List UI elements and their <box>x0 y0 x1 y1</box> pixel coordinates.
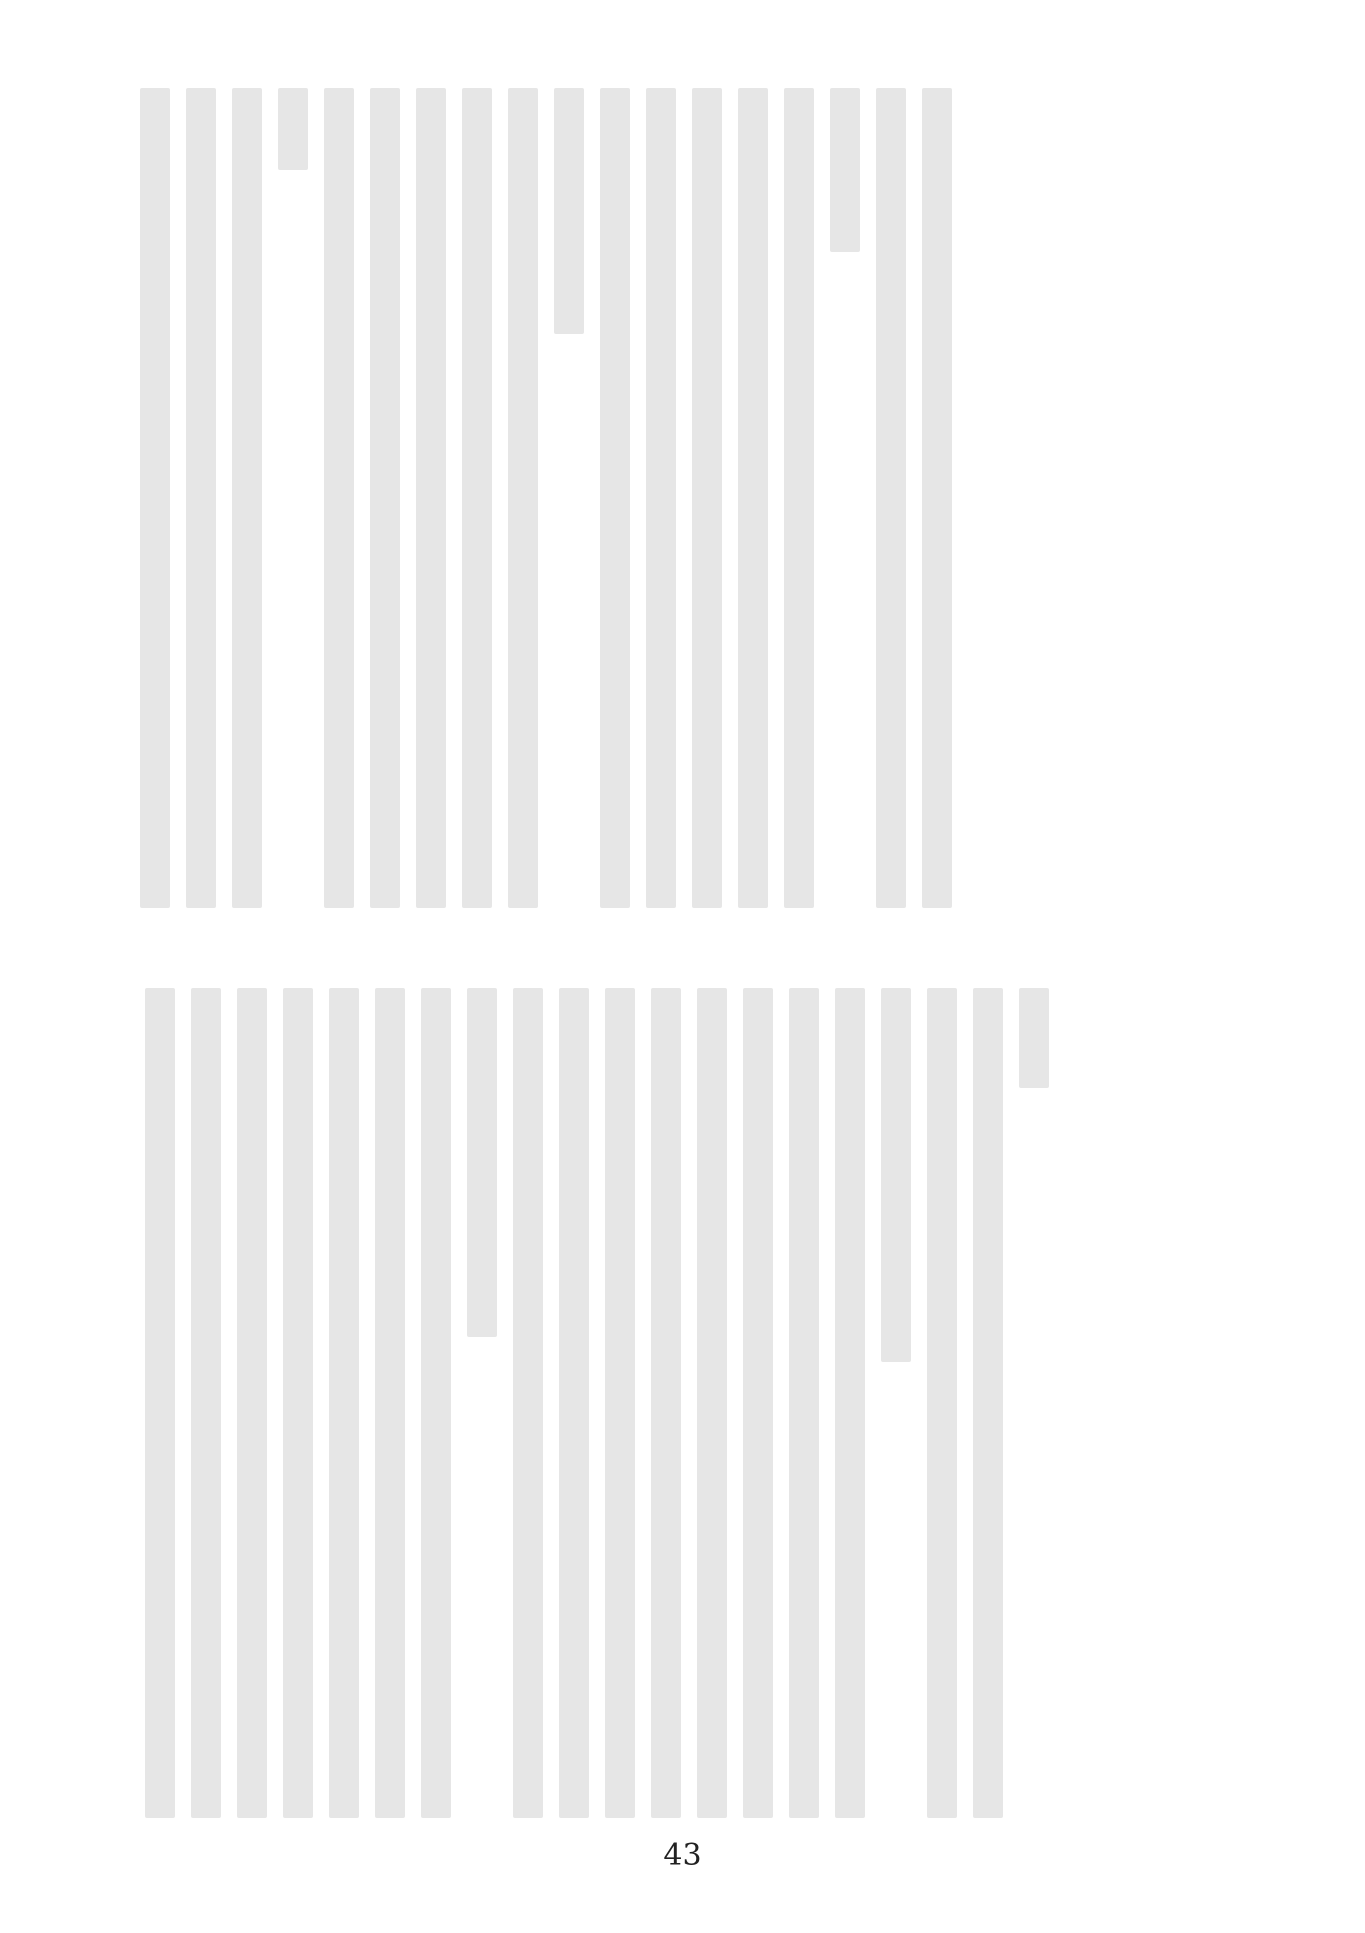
redacted-text-column <box>646 88 676 908</box>
redacted-text-column <box>508 88 538 908</box>
redacted-text-column <box>278 88 308 170</box>
redacted-text-column <box>927 988 957 1818</box>
text-block-top <box>140 88 952 908</box>
redacted-text-column <box>145 988 175 1818</box>
redacted-text-column <box>559 988 589 1818</box>
redacted-text-column <box>835 988 865 1818</box>
redacted-text-column <box>416 88 446 908</box>
redacted-text-column <box>1019 988 1049 1088</box>
redacted-text-column <box>237 988 267 1818</box>
redacted-text-column <box>600 88 630 908</box>
redacted-text-column <box>421 988 451 1818</box>
redacted-text-column <box>554 88 584 334</box>
redacted-text-column <box>186 88 216 908</box>
redacted-text-column <box>462 88 492 908</box>
redacted-text-column <box>876 88 906 908</box>
redacted-text-column <box>922 88 952 908</box>
redacted-text-column <box>743 988 773 1818</box>
redacted-text-column <box>283 988 313 1818</box>
redacted-text-column <box>375 988 405 1818</box>
redacted-text-column <box>232 88 262 908</box>
redacted-text-column <box>697 988 727 1818</box>
redacted-text-column <box>140 88 170 908</box>
redacted-text-column <box>329 988 359 1818</box>
redacted-text-column <box>789 988 819 1818</box>
redacted-text-column <box>605 988 635 1818</box>
redacted-text-column <box>370 88 400 908</box>
redacted-text-column <box>651 988 681 1818</box>
redacted-text-column <box>738 88 768 908</box>
redacted-text-column <box>467 988 497 1337</box>
redacted-text-column <box>973 988 1003 1818</box>
redacted-text-column <box>830 88 860 252</box>
redacted-text-column <box>324 88 354 908</box>
redacted-text-column <box>784 88 814 908</box>
page-number: 43 <box>663 1838 702 1873</box>
redacted-text-column <box>881 988 911 1362</box>
redacted-text-column <box>692 88 722 908</box>
redacted-text-column <box>513 988 543 1818</box>
redacted-text-column <box>191 988 221 1818</box>
text-block-bottom <box>145 988 1049 1818</box>
